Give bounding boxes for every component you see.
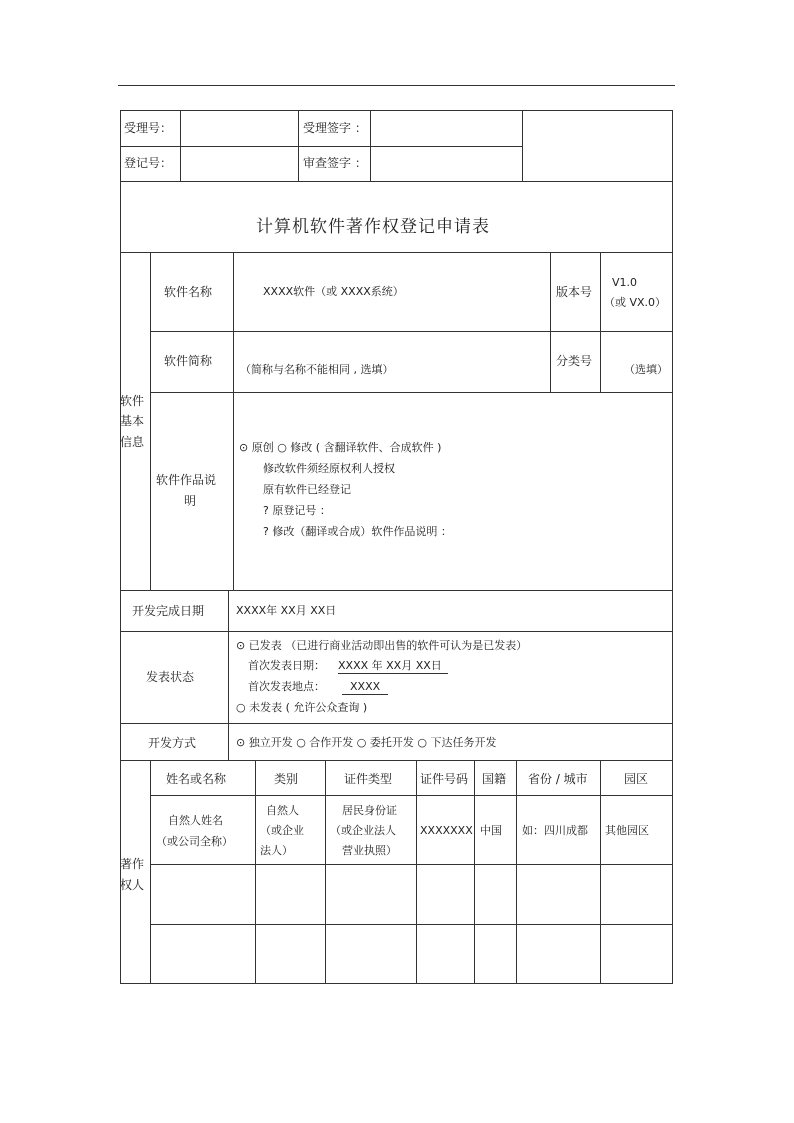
left-border-line [120,590,121,760]
review-sign-label: 审查签字 ： [303,156,367,170]
owner-name-1: 自然人姓名 [168,814,223,827]
owner-header-park: 园区 [624,772,649,786]
dev-method-bottom-line [120,760,673,761]
desc-label-1: 软件作品说 [156,473,217,487]
category-label: 分类号 [556,354,593,368]
right-border-line [672,590,673,760]
unpublished-option: ○ 未发表 ( 允许公众查询 ) [236,701,368,714]
version-alt: （或 VX.0） [604,296,667,309]
owner-type-1: 自然人 [266,804,299,817]
publish-label: 发表状态 [146,670,195,684]
title-bottom-line [120,252,673,253]
owner-header-type: 类别 [274,772,299,786]
owner-section-label-2: 权人 [120,878,145,892]
owner-header-nationality: 国籍 [482,772,507,786]
desc-options: ⊙ 原创 ○ 修改 ( 含翻译软件、合成软件 ) [239,441,442,454]
owner-name-2: （或公司全称） [156,835,233,848]
owner-header-id-type: 证件类型 [344,772,393,786]
published-option: ⊙ 已发表 （已进行商业活动即出售的软件可认为是已发表） [236,639,528,652]
owner-city: 如：四川成都 [522,824,588,837]
accept-sign-label: 受理签字 ： [303,121,367,135]
desc-line-3: ? 原登记号 ： [263,504,331,517]
dev-method-divider [228,723,229,760]
version-value: V1.0 [612,276,638,289]
software-name-label: 软件名称 [164,285,213,299]
owner-park: 其他园区 [605,824,649,837]
first-place-label: 首次发表地点： [248,680,325,693]
publish-bottom-line [120,723,673,724]
desc-line-2: 原有软件已经登记 [263,483,351,496]
top-rule [118,85,675,86]
label-column-line [228,590,229,723]
owner-id-type-2: （或企业法人 [330,824,396,837]
desc-line-1: 修改软件须经原权利人授权 [263,462,395,475]
first-date-value: XXXX 年 XX月 XX日 [338,659,448,674]
software-section-label-2: 基本 [120,414,145,428]
version-label: 版本号 [556,285,593,299]
owner-header-city: 省份 / 城市 [528,772,588,786]
first-place-value: XXXX [342,680,388,695]
dev-method-options: ⊙ 独立开发 ○ 合作开发 ○ 委托开发 ○ 下达任务开发 [236,736,497,749]
accept-no-label: 受理号： [124,121,173,135]
dev-method-label: 开发方式 [148,736,197,750]
register-no-label: 登记号： [124,156,173,170]
short-name-value: （简称与名称不能相同 , 选填） [240,363,394,376]
desc-label-2: 明 [184,494,197,508]
owner-id-type-3: 营业执照） [342,844,397,857]
owner-type-3: 法人） [260,844,293,857]
owner-section-label-1: 著作 [120,857,145,871]
owner-nationality: 中国 [480,824,502,837]
short-name-label: 软件简称 [164,354,213,368]
owner-id-no: XXXXXXX [420,824,473,837]
page-title: 计算机软件著作权登记申请表 [256,217,490,237]
software-section-label-1: 软件 [120,394,145,408]
desc-line-4: ? 修改（翻译或合成）软件作品说明 ： [263,525,452,538]
owner-id-type-1: 居民身份证 [342,804,397,817]
owner-header-name: 姓名或名称 [166,772,227,786]
completion-value: XXXX年 XX月 XX日 [236,604,337,617]
software-section-label-3: 信息 [120,435,145,449]
software-name-value: XXXX软件（或 XXXX系统） [263,285,404,298]
owner-header-id-no: 证件号码 [420,772,469,786]
owner-type-2: （或企业 [260,824,304,837]
completion-bottom-line [120,631,673,632]
first-date-label: 首次发表日期： [248,659,325,672]
completion-label: 开发完成日期 [132,604,205,618]
category-value: （选填） [624,363,668,376]
